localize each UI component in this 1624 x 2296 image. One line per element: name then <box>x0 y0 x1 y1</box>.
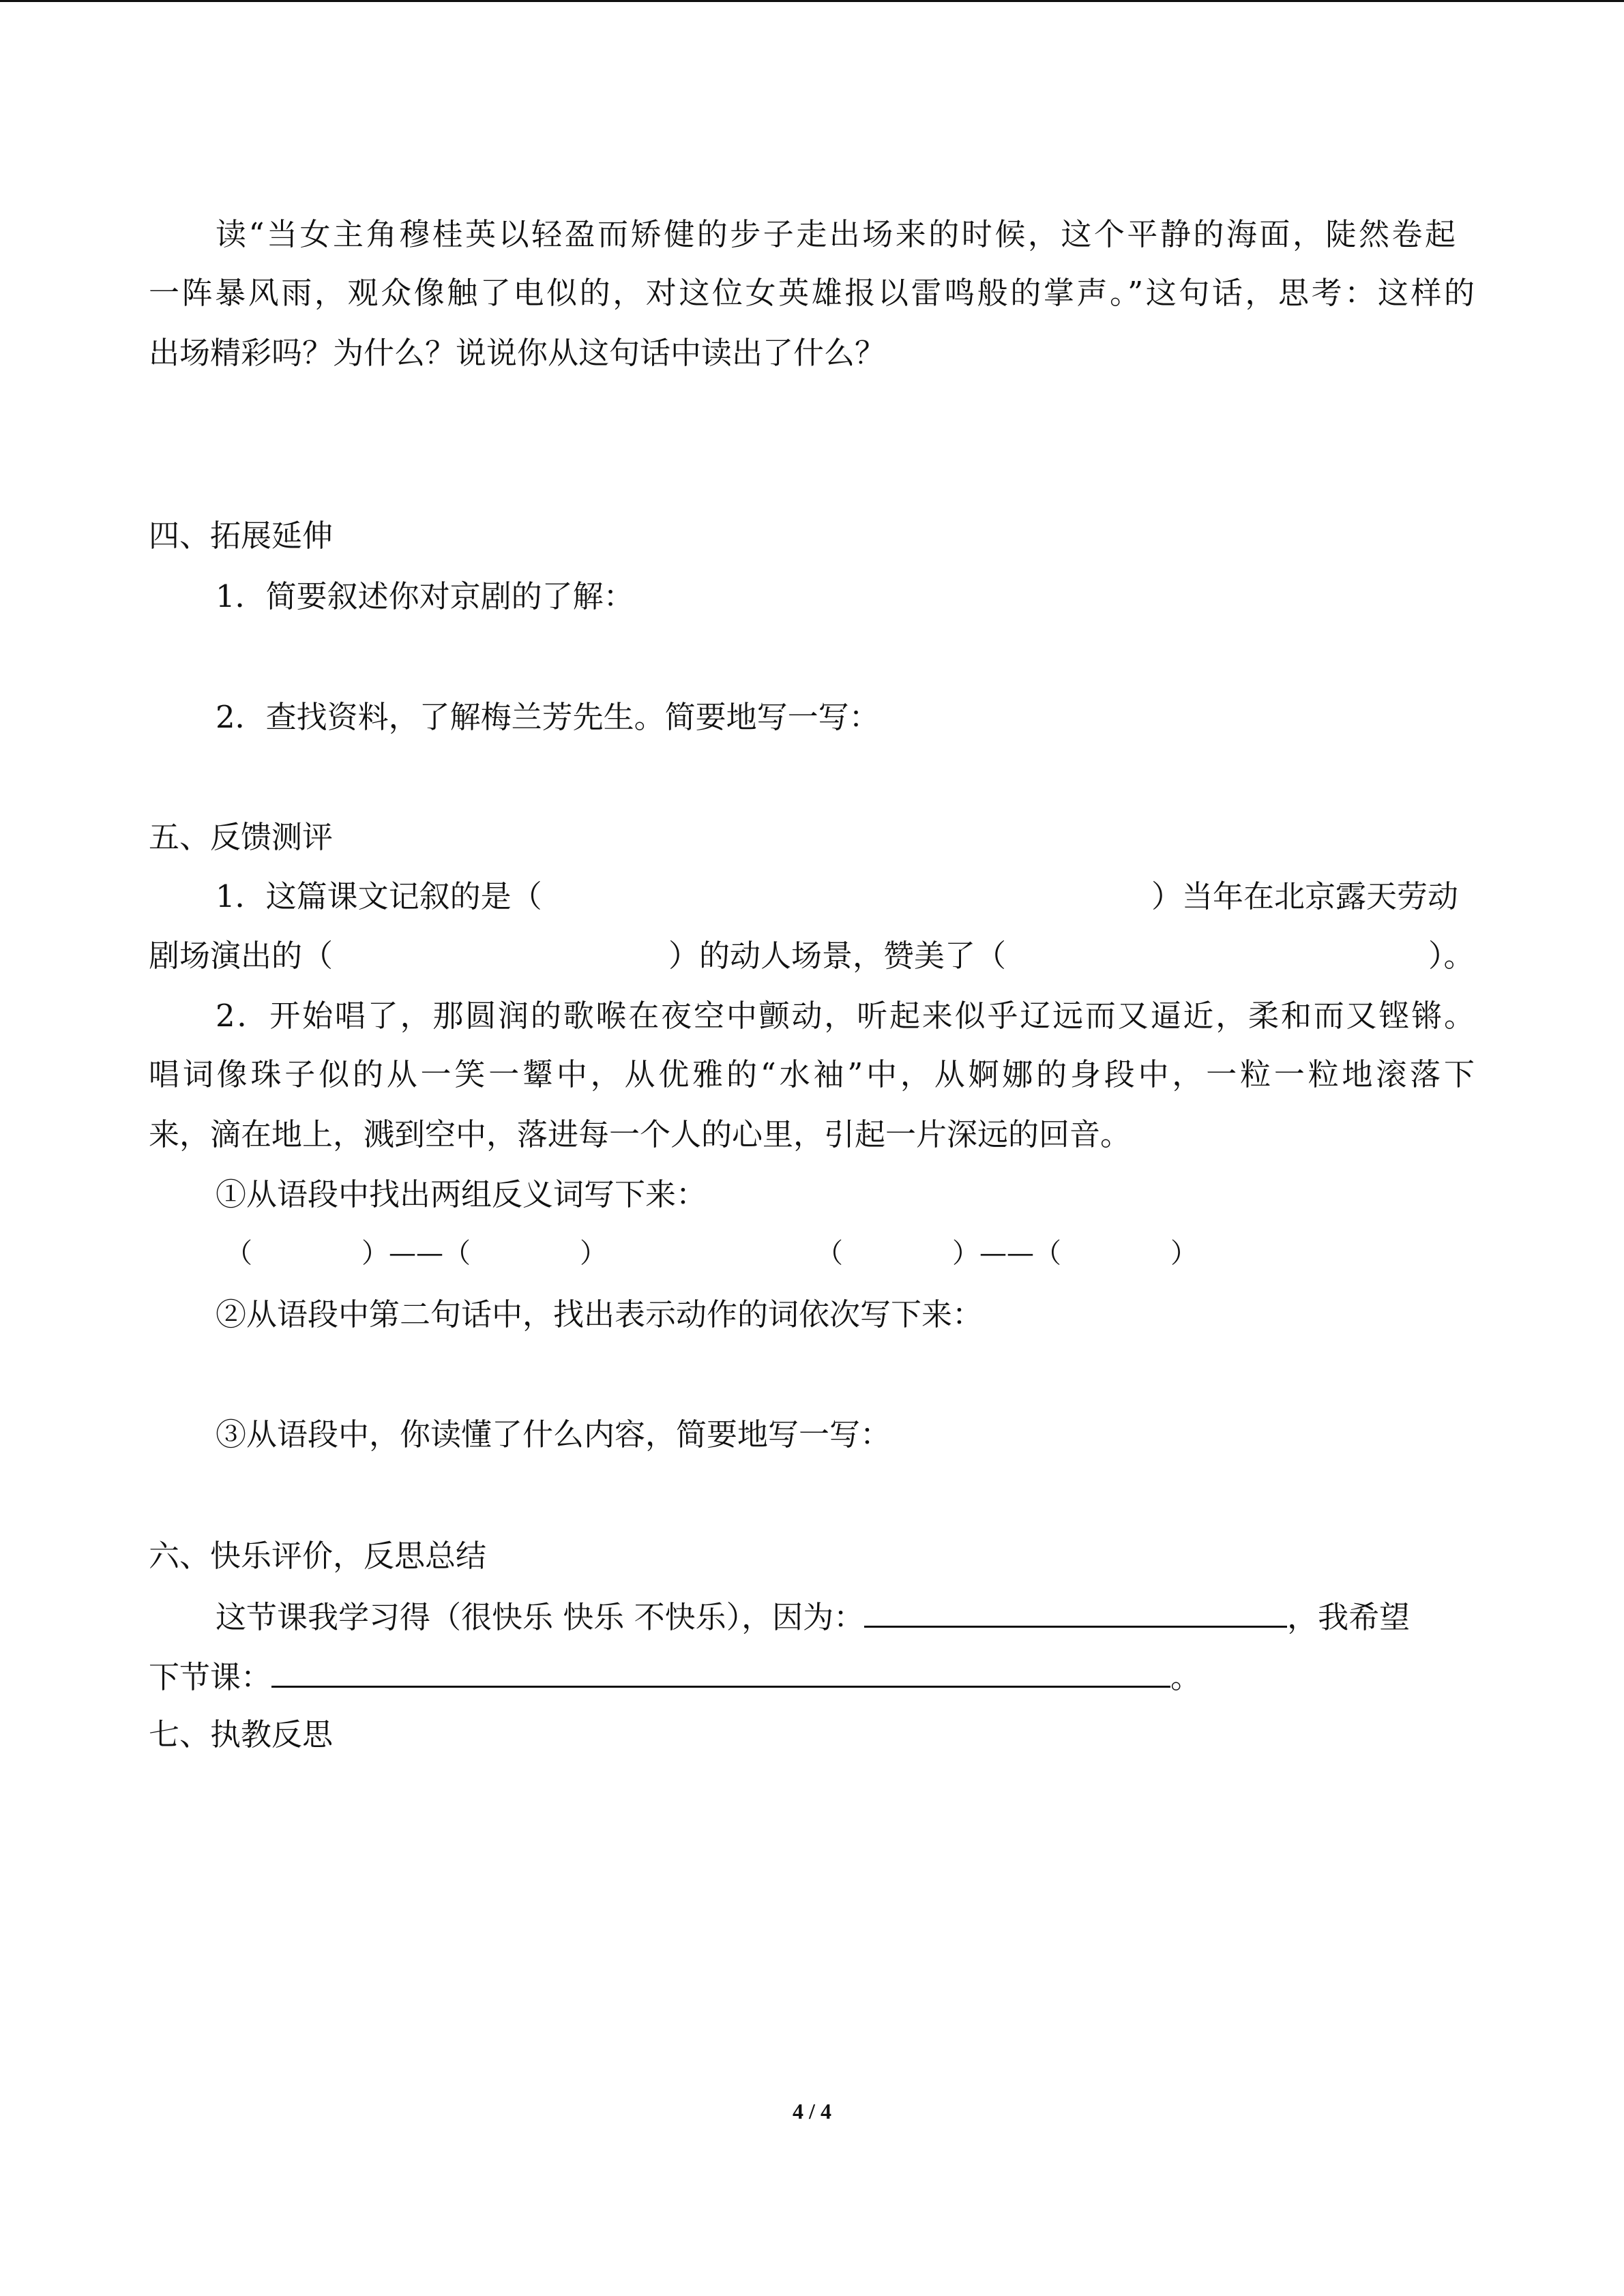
page-number: 4 / 4 <box>793 2099 831 2123</box>
reason-blank[interactable] <box>864 1596 1287 1628</box>
q1-line-2-start: 剧场演出的（ <box>149 938 334 974</box>
section-4-item-2: 2．查找资料，了解梅兰芳先生。简要地写一写： <box>216 699 880 735</box>
reflection-line-2-text: 下节课： <box>149 1659 272 1695</box>
reflection-line-2 <box>149 1656 1201 1698</box>
antonym-pair-2: （ ）——（ ） <box>816 1238 1198 1269</box>
reflection-line-2-tail: 。 <box>1170 1659 1202 1695</box>
section-4-heading: 四、拓展延伸 <box>149 518 334 554</box>
q1-line-2-end: ）。 <box>1428 938 1475 974</box>
q2-line-3: 来，滴在地上，溅到空中，落进每一个人的心里，引起一片深远的回音。 <box>149 1116 1132 1152</box>
q2-sub-question-1: ①从语段中找出两组反义词写下来： <box>216 1176 707 1212</box>
section-7-heading: 七、执教反思 <box>149 1716 334 1753</box>
q1-line-2-middle: ）的动人场景，赞美了（ <box>668 938 1007 974</box>
top-border-rule <box>0 0 1624 2</box>
q1-line-1-start: 1．这篇课文记叙的是（ <box>216 878 542 914</box>
next-class-wish-blank[interactable] <box>271 1656 1170 1688</box>
section-4-item-1: 1．简要叙述你对京剧的了解： <box>216 578 634 614</box>
reflection-line-1 <box>216 1596 1410 1638</box>
q2-line-1: 2．开始唱了，那圆润的歌喉在夜空中颤动，听起来似乎辽远而又逼近，柔和而又铿锵。 <box>216 998 1475 1034</box>
q2-line-2: 唱词像珠子似的从一笑一颦中，从优雅的“水袖”中，从婀娜的身段中，一粒一粒地滚落下 <box>149 1056 1475 1092</box>
q2-sub-question-2: ②从语段中第二句话中，找出表示动作的词依次写下来： <box>216 1296 984 1332</box>
reflection-line-1-tail: ，我希望 <box>1287 1599 1411 1635</box>
reflection-line-1-text: 这节课我学习得（很快乐 快乐 不快乐），因为： <box>216 1599 865 1635</box>
reading-question-line-2: 一阵暴风雨，观众像触了电似的，对这位女英雄报以雷鸣般的掌声。”这句话，思考：这样的 <box>149 275 1475 311</box>
section-5-heading: 五、反馈测评 <box>149 819 334 855</box>
section-6-heading: 六、快乐评价，反思总结 <box>149 1538 487 1574</box>
reading-question-line-1: 读“当女主角穆桂英以轻盈而矫健的步子走出场来的时候，这个平静的海面，陡然卷起 <box>216 216 1456 252</box>
antonym-pair-1: （ ）——（ ） <box>225 1238 607 1269</box>
reading-question-line-3: 出场精彩吗？为什么？说说你从这句话中读出了什么？ <box>149 335 886 371</box>
q2-sub-question-3: ③从语段中，你读懂了什么内容，简要地写一写： <box>216 1416 891 1452</box>
q1-line-1-end: ）当年在北京露天劳动 <box>1151 878 1459 914</box>
